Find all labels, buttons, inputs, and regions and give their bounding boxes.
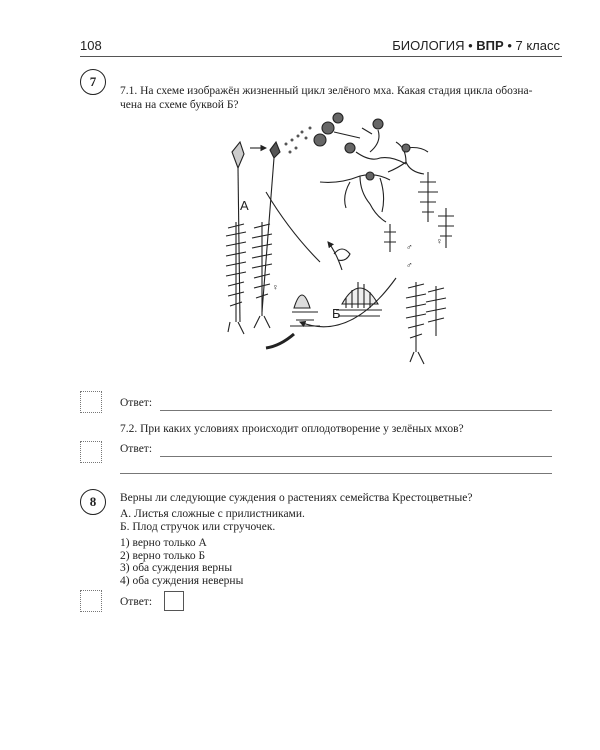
- figure-label-b: Б: [332, 306, 341, 321]
- answer-line-7-2b[interactable]: [120, 473, 552, 474]
- score-box-7-1: [80, 391, 102, 413]
- answer-line-7-1[interactable]: [160, 410, 552, 411]
- task-7-1-line-2: чена на схеме буквой Б?: [120, 99, 239, 111]
- page-number: 108: [80, 38, 102, 53]
- task-8-question: Верны ли следующие суждения о растениях семейства Крестоцветные?: [120, 492, 473, 504]
- answer-line-7-2a[interactable]: [160, 456, 552, 457]
- task-8-number: 8: [80, 489, 106, 515]
- task-7-number: 7: [80, 69, 106, 95]
- svg-text:♀: ♀: [436, 236, 443, 246]
- spores: [285, 127, 312, 154]
- capsule-right: [270, 142, 280, 158]
- score-box-7-2: [80, 441, 102, 463]
- option-3: 3) оба суждения верны: [120, 562, 233, 574]
- protonema-branch: [320, 175, 390, 222]
- option-1: 1) верно только А: [120, 537, 207, 549]
- protonema-threads: [334, 128, 372, 138]
- header-separator: •: [468, 38, 473, 53]
- answer-label-8: Ответ:: [120, 596, 153, 608]
- svg-text:♂: ♂: [406, 260, 413, 270]
- running-header: [392, 38, 560, 53]
- task-7-2-question: 7.2. При каких условиях происходит оплодотворение у зелёных мхов?: [120, 423, 464, 435]
- spore-2: [314, 134, 326, 146]
- svg-text:♀: ♀: [272, 282, 279, 292]
- header-rule: [80, 56, 562, 57]
- spore-3: [333, 113, 343, 123]
- arrow-to-sporophyte: [266, 334, 294, 348]
- young-gametophyte-3: [384, 224, 396, 252]
- young-gametophyte-1: [418, 172, 438, 222]
- spore-1: [322, 122, 334, 134]
- adult-moss-right: [406, 282, 446, 364]
- seta-left: [238, 168, 240, 322]
- header-subject: БИОЛОГИЯ: [392, 38, 465, 53]
- header-separator-2: •: [507, 38, 512, 53]
- option-2: 2) верно только Б: [120, 549, 206, 562]
- figure-label-a: А: [240, 198, 249, 213]
- task-8-statement-a: А. Листья сложные с прилистниками.: [120, 508, 305, 520]
- task-7-1-line-1: 7.1. На схеме изображён жизненный цикл зелёного мха. Какая стадия цикла обозна-: [120, 85, 533, 97]
- answer-label-7-1: Ответ:: [120, 397, 153, 409]
- answer-label-7-2: Ответ:: [120, 443, 153, 455]
- task-7-1-question: [120, 84, 570, 112]
- capsule-left: [232, 142, 244, 168]
- task-8-options: [120, 537, 243, 587]
- task-8-statement-b: Б. Плод стручок или стручочек.: [120, 521, 276, 533]
- arrow-left-bracket: [266, 192, 320, 262]
- score-box-8: [80, 590, 102, 612]
- option-4: 4) оба суждения неверны: [120, 574, 244, 587]
- answer-box-8[interactable]: [164, 591, 184, 611]
- header-exam: ВПР: [476, 38, 504, 53]
- header-grade: 7 класс: [515, 38, 560, 53]
- moss-life-cycle-figure: [210, 112, 490, 372]
- svg-text:♂: ♂: [406, 242, 413, 252]
